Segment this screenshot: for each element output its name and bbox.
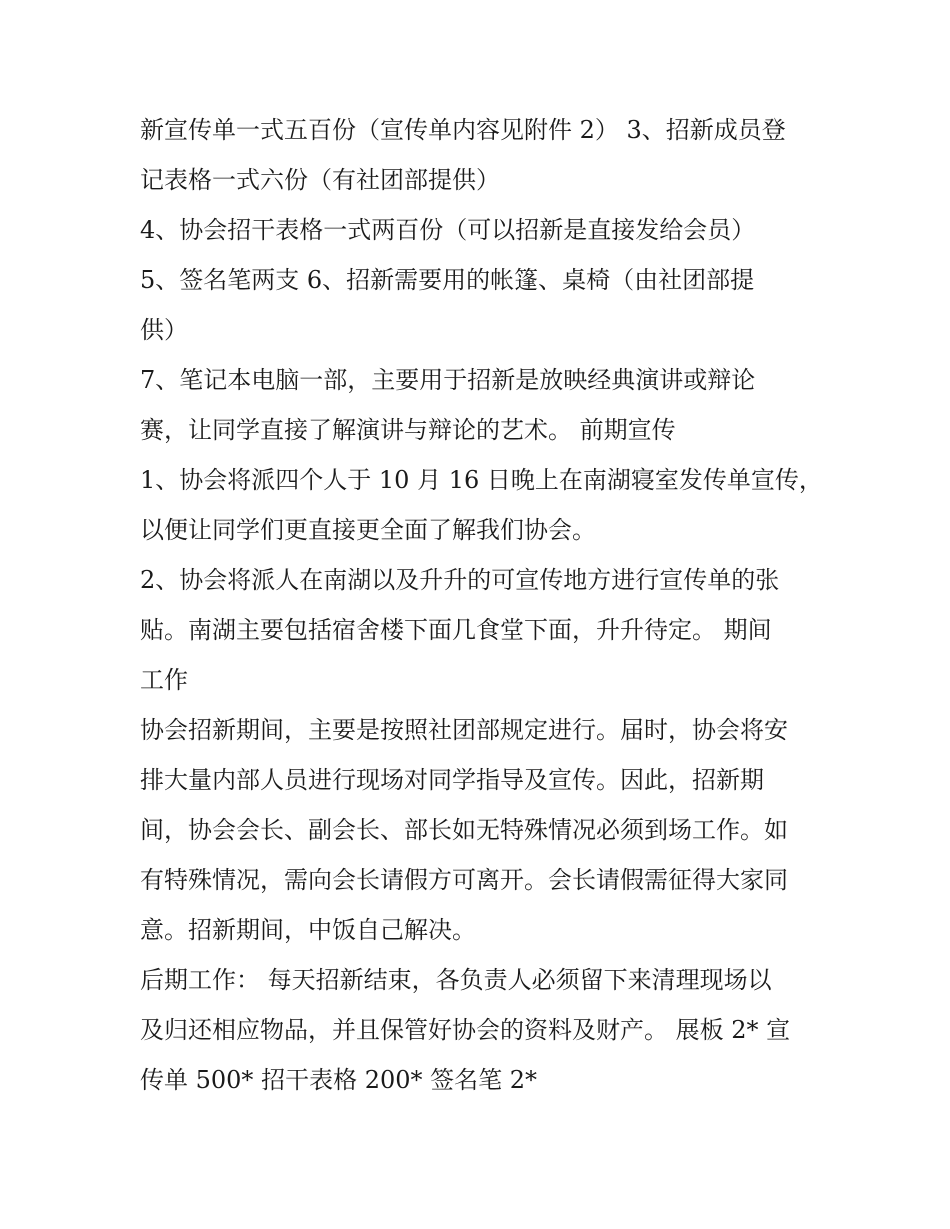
text-line: 供）: [140, 316, 188, 344]
text-line: 意。招新期间，中饭自己解决。: [140, 916, 476, 944]
text-line: 工作: [140, 666, 188, 694]
text-line: 后期工作： 每天招新结束，各负责人必须留下来清理现场以: [140, 966, 772, 994]
text-line: 记表格一式六份（有社团部提供）: [140, 166, 500, 194]
text-line: 间，协会会长、副会长、部长如无特殊情况必须到场工作。如: [140, 816, 788, 844]
text-line: 2、协会将派人在南湖以及升升的可宣传地方进行宣传单的张: [140, 566, 780, 594]
text-line: 7、笔记本电脑一部，主要用于招新是放映经典演讲或辩论: [140, 366, 756, 394]
text-line: 1、协会将派四个人于 10 月 16 日晚上在南湖寝室发传单宣传，: [140, 466, 823, 494]
document-body: [140, 105, 823, 1105]
text-line: 4、协会招干表格一式两百份（可以招新是直接发给会员）: [140, 216, 756, 244]
text-line: 传单 500* 招干表格 200* 签名笔 2*: [140, 1066, 538, 1094]
text-line: 贴。南湖主要包括宿舍楼下面几食堂下面，升升待定。 期间: [140, 616, 772, 644]
text-line: 有特殊情况，需向会长请假方可离开。会长请假需征得大家同: [140, 866, 788, 894]
text-line: 赛，让同学直接了解演讲与辩论的艺术。 前期宣传: [140, 416, 676, 444]
text-line: 以便让同学们更直接更全面了解我们协会。: [140, 516, 596, 544]
text-line: 协会招新期间，主要是按照社团部规定进行。届时，协会将安: [140, 716, 788, 744]
text-line: 新宣传单一式五百份（宣传单内容见附件 2） 3、招新成员登: [140, 116, 786, 144]
text-line: 5、签名笔两支 6、招新需要用的帐篷、桌椅（由社团部提: [140, 266, 755, 294]
text-line: 排大量内部人员进行现场对同学指导及宣传。因此，招新期: [140, 766, 764, 794]
text-line: 及归还相应物品，并且保管好协会的资料及财产。 展板 2* 宣: [140, 1016, 791, 1044]
